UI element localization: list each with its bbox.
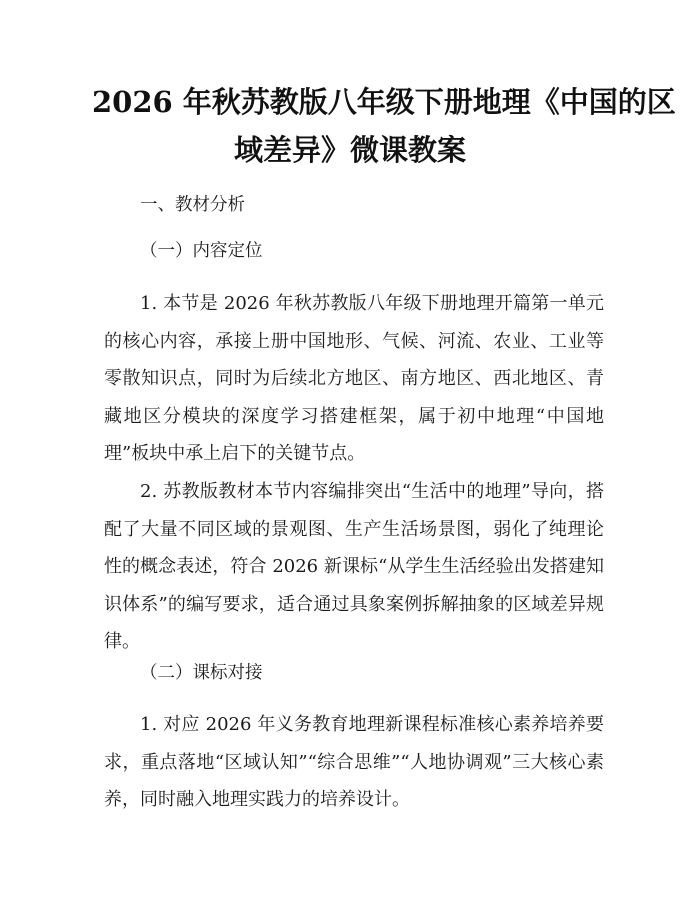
paragraph-curriculum-standards-1: 1. 对应 2026 年义务教育地理新课程标准核心素养培养要求，重点落地“区域认知”“综合思维”“人地协调观”三大核心素养，同时融入地理实践力的培养设计。 <box>104 714 604 810</box>
paragraph-content-positioning-2: 2. 苏教版教材本节内容编排突出“生活中的地理”导向，搭配了大量不同区域的景观图、生产生活场景图，弱化了纯理论性的概念表述，符合 2026 新课标“从学生生活经验出发搭建知识体系”的编写要求，适合通过具象案例拆解抽象的区域差异规律。 <box>104 481 604 652</box>
paragraph-content-positioning-1: 1. 本节是 2026 年秋苏教版八年级下册地理开篇第一单元的核心内容，承接上册中国地形、气候、河流、农业、工业等零散知识点，同时为后续北方地区、南方地区、西北地区、青藏地区分模块的深度学习搭建框架，属于初中地理“中国地理”板块中承上启下的关键节点。 <box>104 293 604 464</box>
subsection-heading-content-positioning: （一）内容定位 <box>140 241 263 261</box>
document-title-line-1: 2026 年秋苏教版八年级下册地理《中国的区 <box>92 85 676 119</box>
document-title-line-2: 域差异》微课教案 <box>233 133 466 167</box>
subsection-heading-curriculum-standards: （二）课标对接 <box>140 663 263 683</box>
section-heading-textbook-analysis: 一、教材分析 <box>140 195 245 215</box>
